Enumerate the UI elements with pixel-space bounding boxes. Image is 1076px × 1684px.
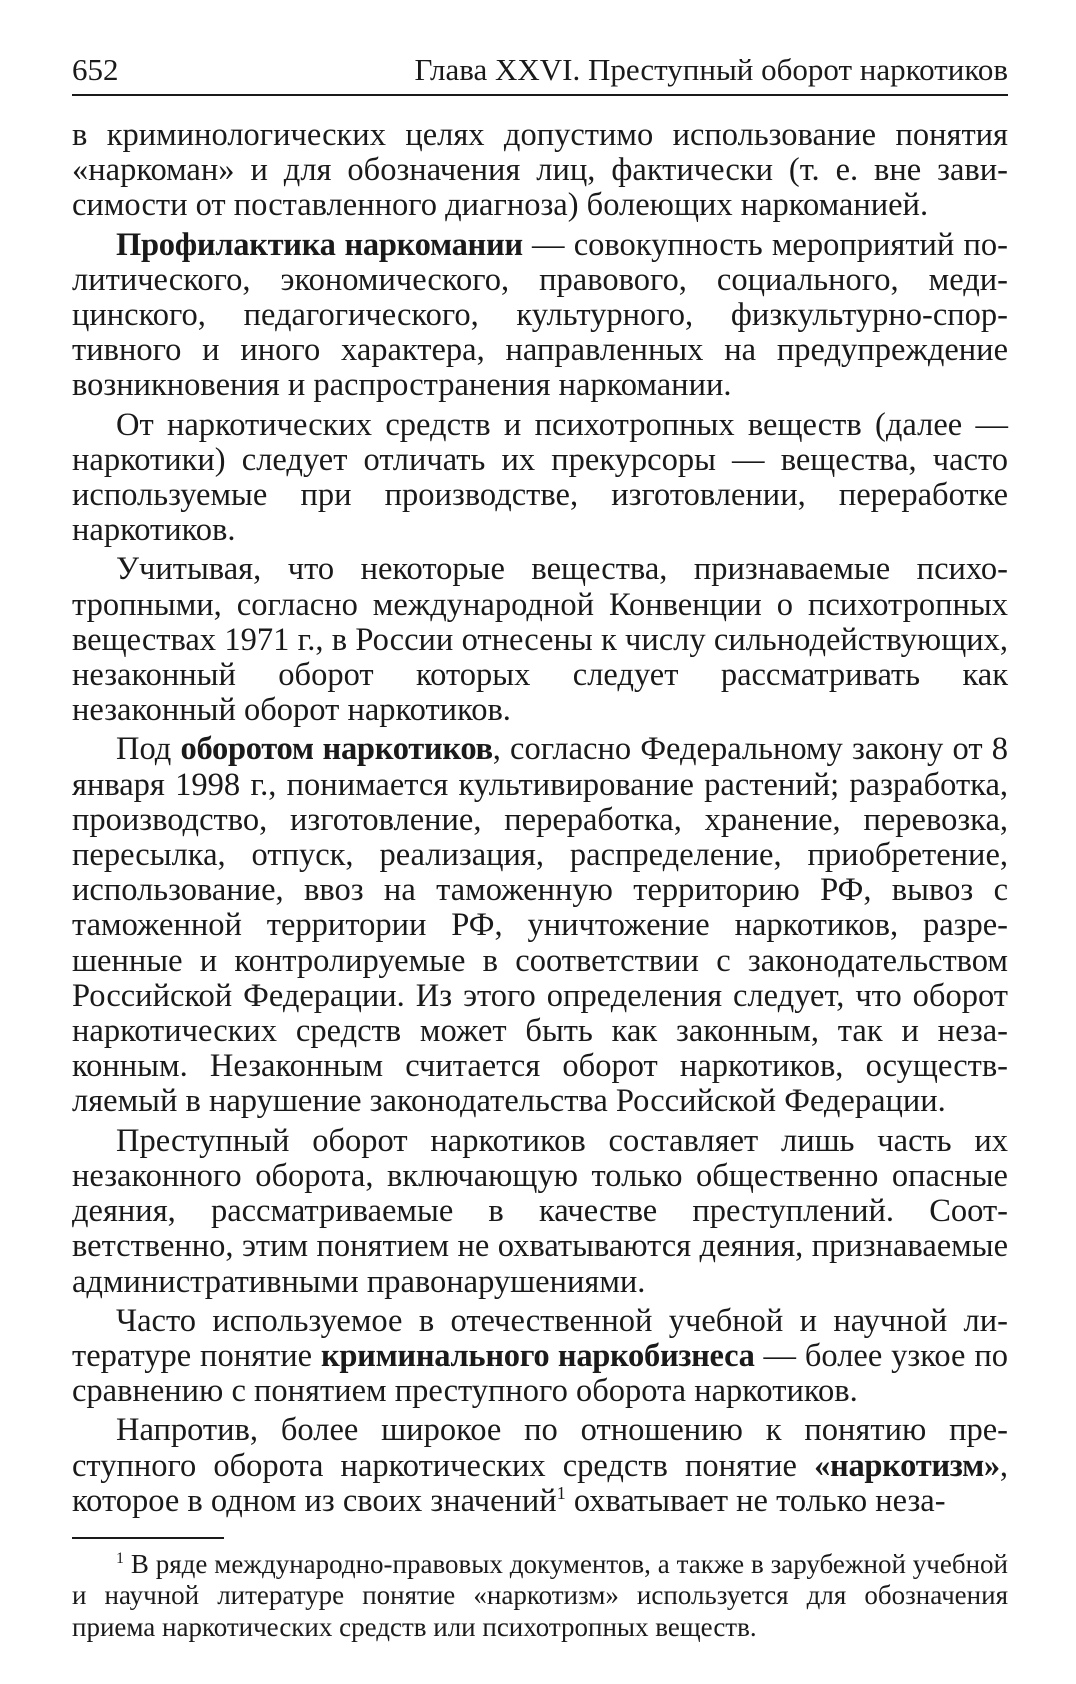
paragraph-text: , которое в одном из своих значений (72, 1447, 1008, 1519)
book-page (72, 52, 1008, 1643)
paragraph-narcotism (72, 1413, 1008, 1519)
paragraph-text: Преступный оборот наркотиков составляет лишь часть их незаконного оборота, включающую только общественно опасные деяния, рассматриваемые в качестве преступлений. Соответственно, этим понятием не охватываются деяния, признаваемые административными правонарушениями. (72, 1122, 1008, 1300)
paragraph-lead-in: Часто используемое в отечественной учебной и научной литературе понятие (72, 1302, 1008, 1374)
footnote-marker: 1 (116, 1549, 124, 1567)
paragraph-lead-in: Напротив, более широкое по отношению к понятию преступного оборота наркотических средств понятие (72, 1412, 1008, 1484)
footnote-text: В ряде международно-правовых документов, а также в зарубежной учебной и научной литературе понятие «наркотизм» используется для обозначения приема наркотических средств или психотропных веществ. (72, 1548, 1008, 1642)
paragraph-criminal-turnover (72, 1124, 1008, 1300)
page-number: 652 (72, 52, 119, 87)
paragraph-text: — более узкое по сравнению с понятием преступного оборота наркотиков. (72, 1337, 1008, 1410)
paragraph-text: , согласно Федеральному закону от 8 января 1998 г., понимается культивирование растений; разработка, производство, изготовление, переработка, хранение, перевозка, пересылка, отпуск, реализация, распределение, приобретение, использование, ввоз на таможенную территорию РФ, вывоз с таможенной территории РФ, уничтожение наркотиков, разрешенные и контролируемые в соответствии с законодательством Российской Федерации. Из этого определения следует, что оборот наркотических средств может быть как законным, так и незаконным. Незаконным считается оборот наркотиков, осуществляемый в нарушение законодательства Российской Федерации. (72, 731, 1008, 1120)
footnote (72, 1549, 1008, 1644)
running-head (72, 52, 1008, 96)
paragraph-continuation (72, 118, 1008, 224)
paragraph-drug-business (72, 1304, 1008, 1410)
paragraph-text: — совокупность мероприятий политического, экономического, правового, социального, медицинского, педагогического, культурного, физкультурно-спортивного и иного характера, направленных на предупреждение возникновения и распространения наркомании. (72, 226, 1008, 404)
paragraph-psychotropic-substances (72, 552, 1008, 728)
paragraph-drug-turnover-definition (72, 732, 1008, 1119)
defined-term: «наркотизм» (814, 1447, 1000, 1484)
defined-term: криминального наркобизнеса (320, 1337, 755, 1374)
defined-term: Профилактика наркомании (116, 226, 523, 263)
chapter-title: Глава XXVI. Преступный оборот наркотиков (414, 52, 1008, 87)
footnote-reference[interactable]: 1 (556, 1482, 566, 1503)
paragraph-text: в криминологических целях допустимо использование понятия «наркоман» и для обозначения лиц, фактически (т. е. вне зависимости от поставленного диагноза) болеющих наркоманией. (72, 117, 1008, 224)
paragraph-text: От наркотических средств и психотропных веществ (далее — наркотики) следует отличать их прекурсоры — вещества, часто используемые при производстве, изготовлении, переработке наркотиков. (72, 406, 1008, 549)
defined-term: оборотом наркотиков (180, 731, 493, 768)
paragraph-text: Учитывая, что некоторые вещества, признаваемые психотропными, согласно международной Конвенции о психотропных веществах 1971 г., в России отнесены к числу сильнодействующих, незаконный оборот которых следует рассматривать как незаконный оборот наркотиков. (72, 551, 1008, 729)
paragraph-lead-in: Под (116, 731, 181, 768)
footnote-separator (72, 1537, 224, 1539)
paragraph-prevention-definition (72, 228, 1008, 404)
paragraph-tail: охватывает не только неза- (565, 1482, 946, 1519)
body-text (72, 118, 1008, 1519)
paragraph-precursors (72, 408, 1008, 549)
